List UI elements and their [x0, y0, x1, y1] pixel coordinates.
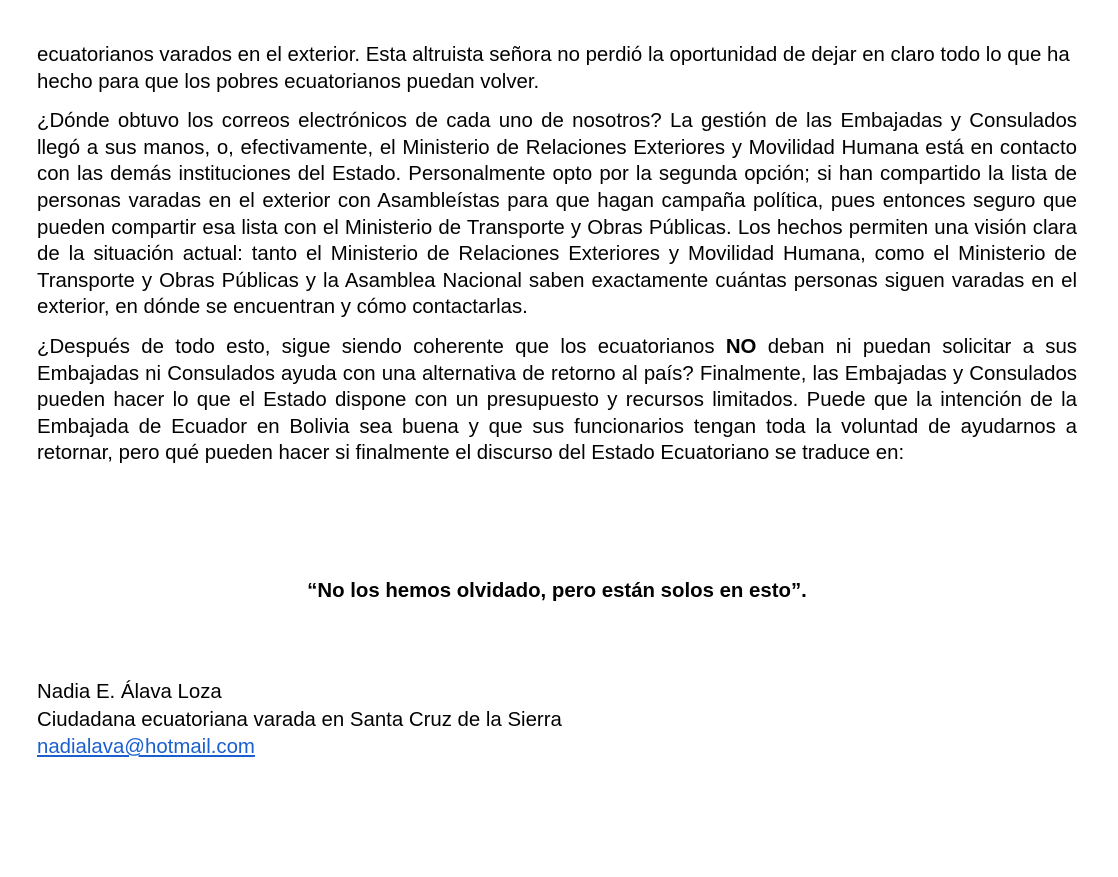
document-body [37, 42, 1077, 758]
paragraph-question [37, 334, 1077, 467]
paragraph-emails: ¿Dónde obtuvo los correos electrónicos de cada uno de nosotros? La gestión de las Embajadas y Consulados llegó a sus manos, o, efectivamente, el Ministerio de Relaciones Exteriores y Movilidad Humana está en contacto con las demás instituciones del Estado. Personalmente opto por la segunda opción; si han compartido la lista de personas varadas en el exterior con Asambleístas para que hagan campaña política, pues entonces seguro que pueden compartir esa lista con el Ministerio de Transporte y Obras Públicas. Los hechos permiten una visión clara de la situación actual: tanto el Ministerio de Relaciones Exteriores y Movilidad Humana, como el Ministerio de Transporte y Obras Públicas y la Asamblea Nacional saben exactamente cuántas personas siguen varadas en el exterior, en dónde se encuentran y cómo contactarlas. [37, 110, 1077, 319]
paragraph-intro: ecuatorianos varados en el exterior. Esta altruista señora no perdió la oportunidad de dejar en claro todo lo que ha hecho para que los pobres ecuatorianos puedan volver. [37, 44, 1070, 93]
signature-email-line [37, 734, 562, 762]
email-link[interactable]: nadialava@hotmail.com [37, 736, 255, 758]
signature-description: Ciudadana ecuatoriana varada en Santa Cruz de la Sierra [37, 708, 562, 731]
emphasis-no: NO [725, 335, 757, 358]
paragraph-question-start: ¿Después de todo esto, sigue siendo coherente que los ecuatorianos [37, 335, 726, 358]
signature-name: Nadia E. Álava Loza [37, 681, 222, 703]
signature-block [37, 679, 562, 762]
closing-quote: “No los hemos olvidado, pero están solos en esto”. [307, 580, 807, 602]
paragraph-question-end: deban ni puedan solicitar a sus Embajadas ni Consulados ayuda con una alternativa de retorno al país? Finalmente, las Embajadas y Consulados pueden hacer lo que el Estado dispone con un presupuesto y recursos limitados. Puede que la intención de la Embajada de Ecuador en Bolivia sea buena y que sus funcionarios tengan toda la voluntad de ayudarnos a retornar, pero qué pueden hacer si finalmente el discurso del Estado Ecuatoriano se traduce en: [37, 335, 1077, 465]
